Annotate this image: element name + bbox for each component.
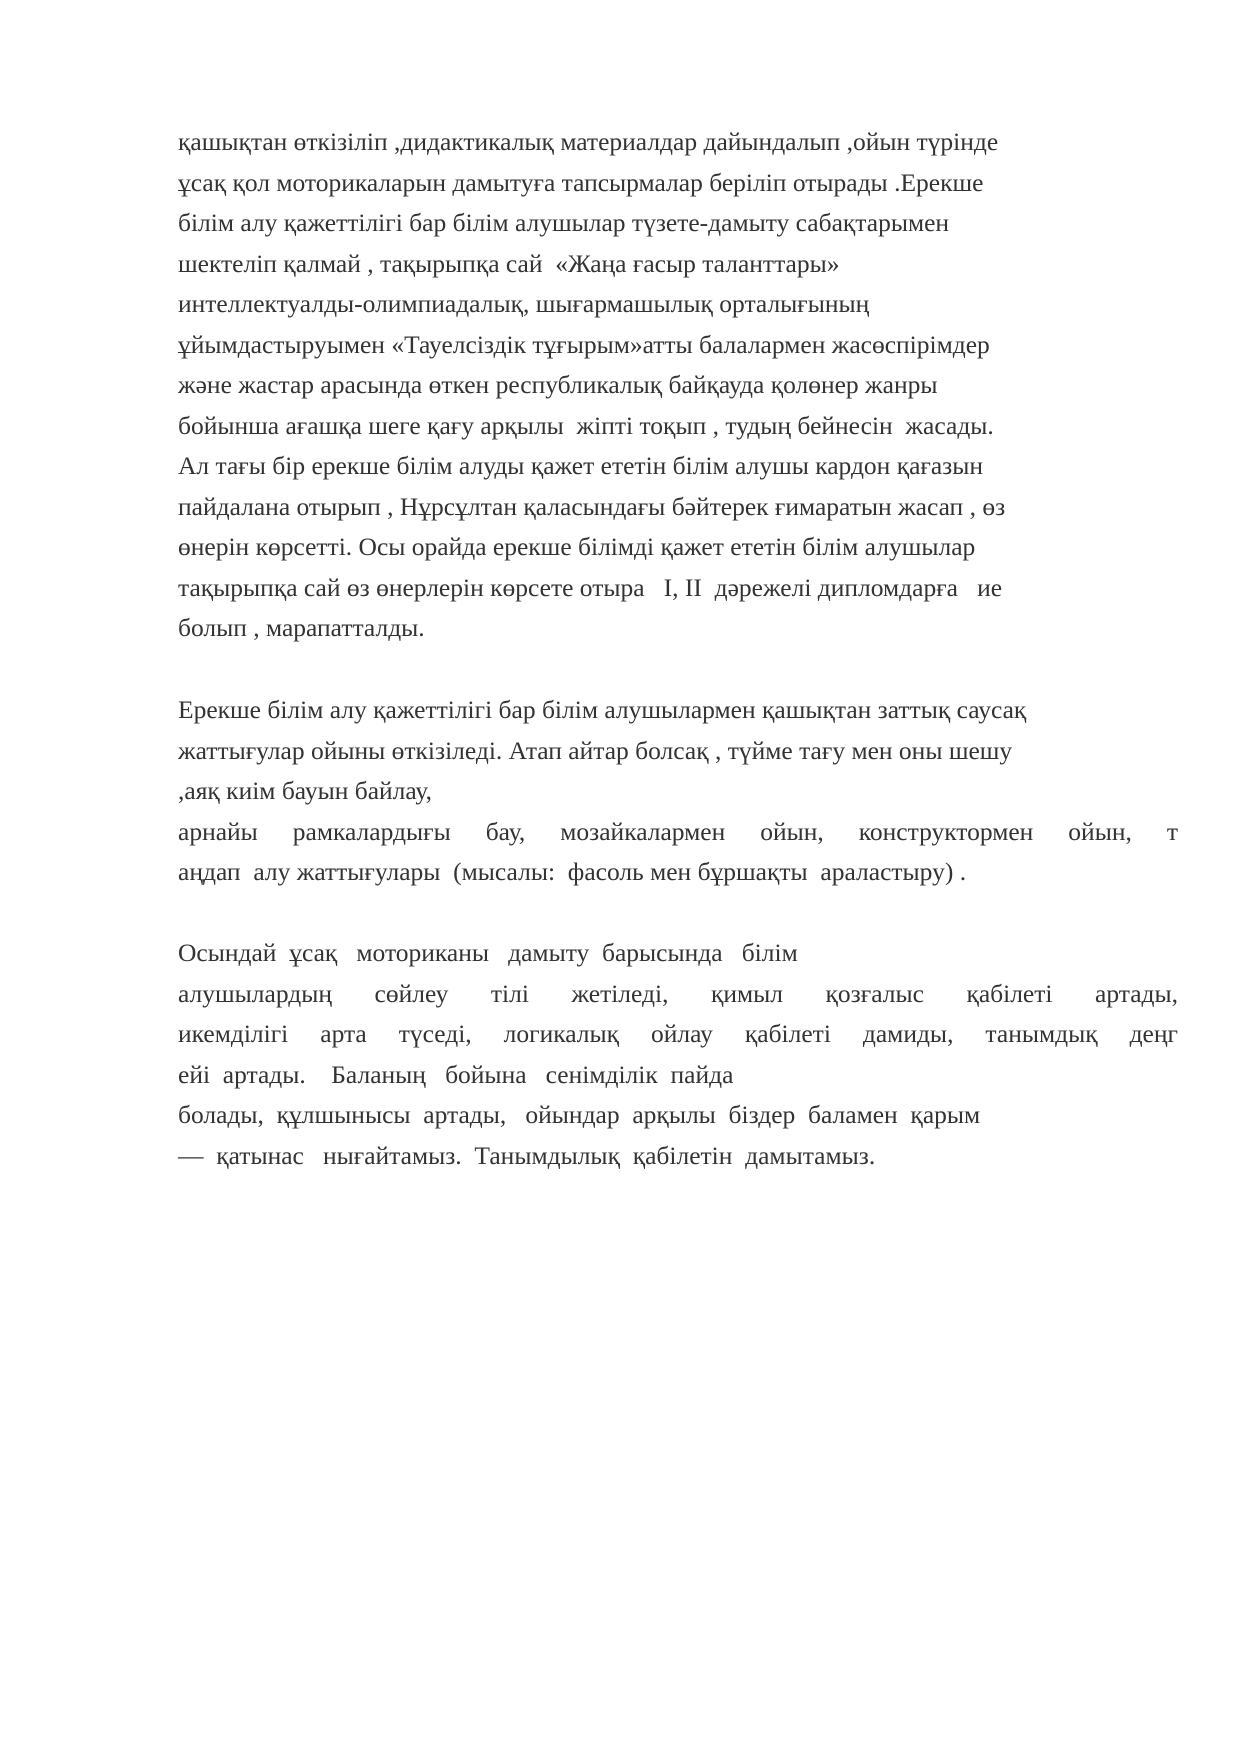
text-line: ейі артады. Баланың бойына сенімділік пайда xyxy=(178,1059,734,1089)
text-line: қашықтан өткізіліп ,дидактикалық материалдар дайындалып ,ойын түрінде xyxy=(178,127,999,156)
text-line: жаттығулар ойыны өткізіледі. Атап айтар болсақ , түйме тағу мен оны шешу xyxy=(178,735,1013,765)
paragraph-2 xyxy=(178,690,1178,893)
text-line: ,аяқ киім бауын байлау, xyxy=(178,776,432,805)
text-line: және жастар арасында өткен республикалық байқауда қолөнер жанры xyxy=(178,370,938,399)
text-line: тақырыпқа сай өз өнерлерін көрсете отыра I, II дәрежелі дипломдарға ие xyxy=(178,572,1003,602)
text-line: Ерекше білім алу қажеттілігі бар білім алушылармен қашықтан заттық саусақ xyxy=(178,695,1027,724)
text-line: — қатынас нығайтамыз. Танымдылық қабілетін дамытамыз. xyxy=(178,1140,876,1170)
text-line: Ал тағы бір ерекше білім алуды қажет ететін білім алушы кардон қағазын xyxy=(178,451,984,480)
text-line: ұйымдастыруымен «Тауелсіздік тұғырым»атты балалармен жасөспірімдер xyxy=(178,329,990,359)
text-line: аңдап алу жаттығулары (мысалы: фасоль мен бұршақты араластыру) . xyxy=(178,857,967,886)
text-line: шектеліп қалмай , тақырыпқа сай «Жаңа ғасыр таланттары» xyxy=(178,248,840,278)
text-line: алушылардың сөйлеу тілі жетіледі, қимыл қозғалыс қабілеті артады, xyxy=(178,978,1178,1008)
text-line: болып , марапатталды. xyxy=(178,613,425,642)
text-line: білім алу қажеттілігі бар білім алушылар түзете-дамыту сабақтарымен xyxy=(178,208,950,237)
text-line: Осындай ұсақ моториканы дамыту барысында білім xyxy=(178,938,798,967)
text-line: пайдалана отырып , Нұрсұлтан қаласындағы бәйтерек ғимаратын жасап , өз xyxy=(178,491,1006,521)
text-line: бойынша ағашқа шеге қағу арқылы жіпті тоқып , тудың бейнесін жасады. xyxy=(178,410,994,440)
text-line: интеллектуалды-олимпиадалық, шығармашылық орталығының xyxy=(178,289,870,318)
text-line: арнайы рамкалардығы бау, мозайкалармен ойын, конструктормен ойын, т xyxy=(178,816,1178,846)
text-line: ұсақ қол моторикаларын дамытуға тапсырмалар беріліп отырады .Ерекше xyxy=(178,167,984,197)
text-line: болады, құлшынысы артады, ойындар арқылы біздер баламен қарым xyxy=(178,1100,981,1129)
text-line: икемділігі арта түседі, логикалық ойлау қабілеті дамиды, танымдық деңг xyxy=(178,1019,1178,1048)
paragraph-3 xyxy=(178,933,1178,1176)
text-line: өнерін көрсетті. Осы орайда ерекше білімді қажет ететін білім алушылар xyxy=(178,532,976,561)
paragraph-1 xyxy=(178,122,1178,649)
